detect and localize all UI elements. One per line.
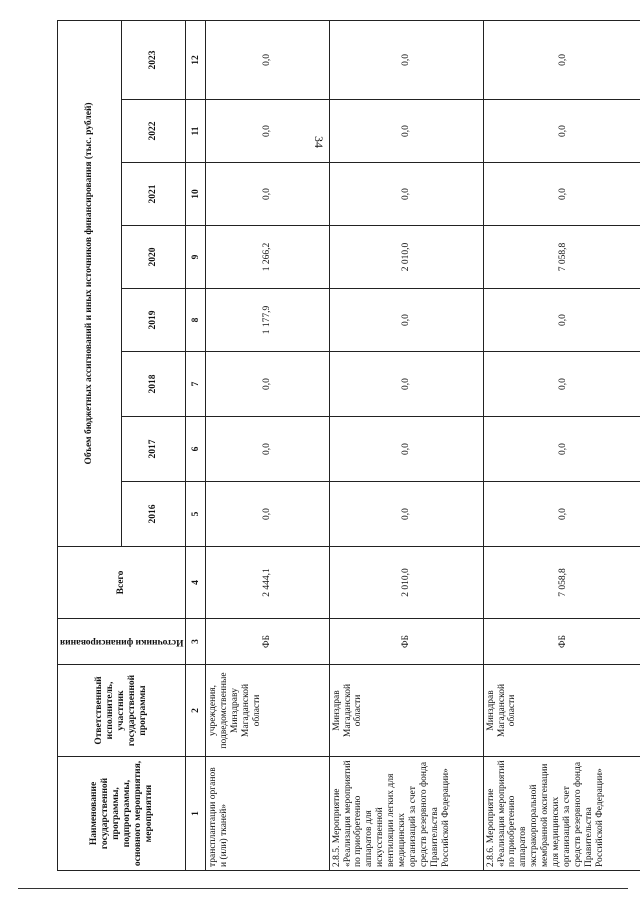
header-funding-group: Объем бюджетных ассигнований и иных источников финансирования (тыс. рублей) xyxy=(58,20,122,546)
row-value: 0,0 xyxy=(329,100,483,163)
header-row-1 xyxy=(58,20,122,870)
year-header: 2019 xyxy=(122,289,186,352)
row-executor: Минздрав Магаданской области xyxy=(329,665,483,757)
row-name: 2.8.6. Мероприятие «Реализация мероприятий по приобретению аппаратов экстракорпоральной мембранной оксигенации для медицинских организаций за счет средств резервного фонда Правительства Российской Федерации» xyxy=(483,757,640,871)
row-value: 7 058,8 xyxy=(483,226,640,289)
row-value: 0,0 xyxy=(329,482,483,547)
row-value: 0,0 xyxy=(206,352,329,417)
row-executor: Минздрав Магаданской области xyxy=(483,665,640,757)
row-name: 2.8.5. Мероприятие «Реализация мероприятий по приобретению аппаратов для искусственной вентиляции легких для медицинских организаций за счет средств резервного фонда Правительства Российской Федерации» xyxy=(329,757,483,871)
column-number: 11 xyxy=(186,100,206,163)
header-name: Наименование государственной программы, подпрограммы, основного мероприятия, мероприятия xyxy=(58,757,186,871)
row-value: 0,0 xyxy=(483,289,640,352)
table-row xyxy=(483,20,640,870)
column-number: 2 xyxy=(186,665,206,757)
row-value: 0,0 xyxy=(483,352,640,417)
column-number: 12 xyxy=(186,20,206,99)
year-header: 2016 xyxy=(122,482,186,547)
row-value: 0,0 xyxy=(206,100,329,163)
row-value: 0,0 xyxy=(206,20,329,99)
row-executor: учреждения, подведомственные Минздраву Магаданской области xyxy=(206,665,329,757)
column-number: 8 xyxy=(186,289,206,352)
row-value: 0,0 xyxy=(483,163,640,226)
row-source: ФБ xyxy=(483,619,640,665)
column-number: 4 xyxy=(186,547,206,619)
row-value: 0,0 xyxy=(206,163,329,226)
column-number: 7 xyxy=(186,352,206,417)
row-value: 2 010,0 xyxy=(329,226,483,289)
row-value: 0,0 xyxy=(329,417,483,482)
bottom-rule xyxy=(18,888,628,889)
row-source: ФБ xyxy=(329,619,483,665)
column-number: 10 xyxy=(186,163,206,226)
row-value: 1 177,9 xyxy=(206,289,329,352)
column-number: 1 xyxy=(186,757,206,871)
year-header: 2018 xyxy=(122,352,186,417)
column-number: 3 xyxy=(186,619,206,665)
header-total: Всего xyxy=(58,547,186,619)
row-value: 0,0 xyxy=(329,352,483,417)
column-number: 9 xyxy=(186,226,206,289)
row-total: 2 010,0 xyxy=(329,547,483,619)
row-total: 7 058,8 xyxy=(483,547,640,619)
row-source: ФБ xyxy=(206,619,329,665)
header-source-cell xyxy=(58,619,186,665)
row-value: 0,0 xyxy=(329,163,483,226)
row-value: 0,0 xyxy=(483,482,640,547)
table-row xyxy=(329,20,483,870)
row-value: 0,0 xyxy=(329,289,483,352)
column-number: 6 xyxy=(186,417,206,482)
row-value: 0,0 xyxy=(483,417,640,482)
row-total: 2 444,1 xyxy=(206,547,329,619)
year-header: 2023 xyxy=(122,20,186,99)
header-row-numbers xyxy=(186,20,206,870)
row-value: 0,0 xyxy=(329,20,483,99)
header-executor: Ответственный исполнитель, участник государственной программы xyxy=(58,665,186,757)
year-header: 2022 xyxy=(122,100,186,163)
row-value: 1 266,2 xyxy=(206,226,329,289)
year-header: 2021 xyxy=(122,163,186,226)
year-header: 2017 xyxy=(122,417,186,482)
budget-table xyxy=(57,20,640,871)
table-row xyxy=(206,20,329,870)
column-number: 5 xyxy=(186,482,206,547)
row-value: 0,0 xyxy=(483,100,640,163)
budget-table-sheet xyxy=(57,21,605,871)
page-number: 34 xyxy=(312,136,326,148)
row-value: 0,0 xyxy=(206,482,329,547)
year-header: 2020 xyxy=(122,226,186,289)
row-name: трансплантации органов и (или) тканей» xyxy=(206,757,329,871)
header-source: Источники финансирования xyxy=(60,636,184,647)
row-value: 0,0 xyxy=(483,20,640,99)
row-value: 0,0 xyxy=(206,417,329,482)
